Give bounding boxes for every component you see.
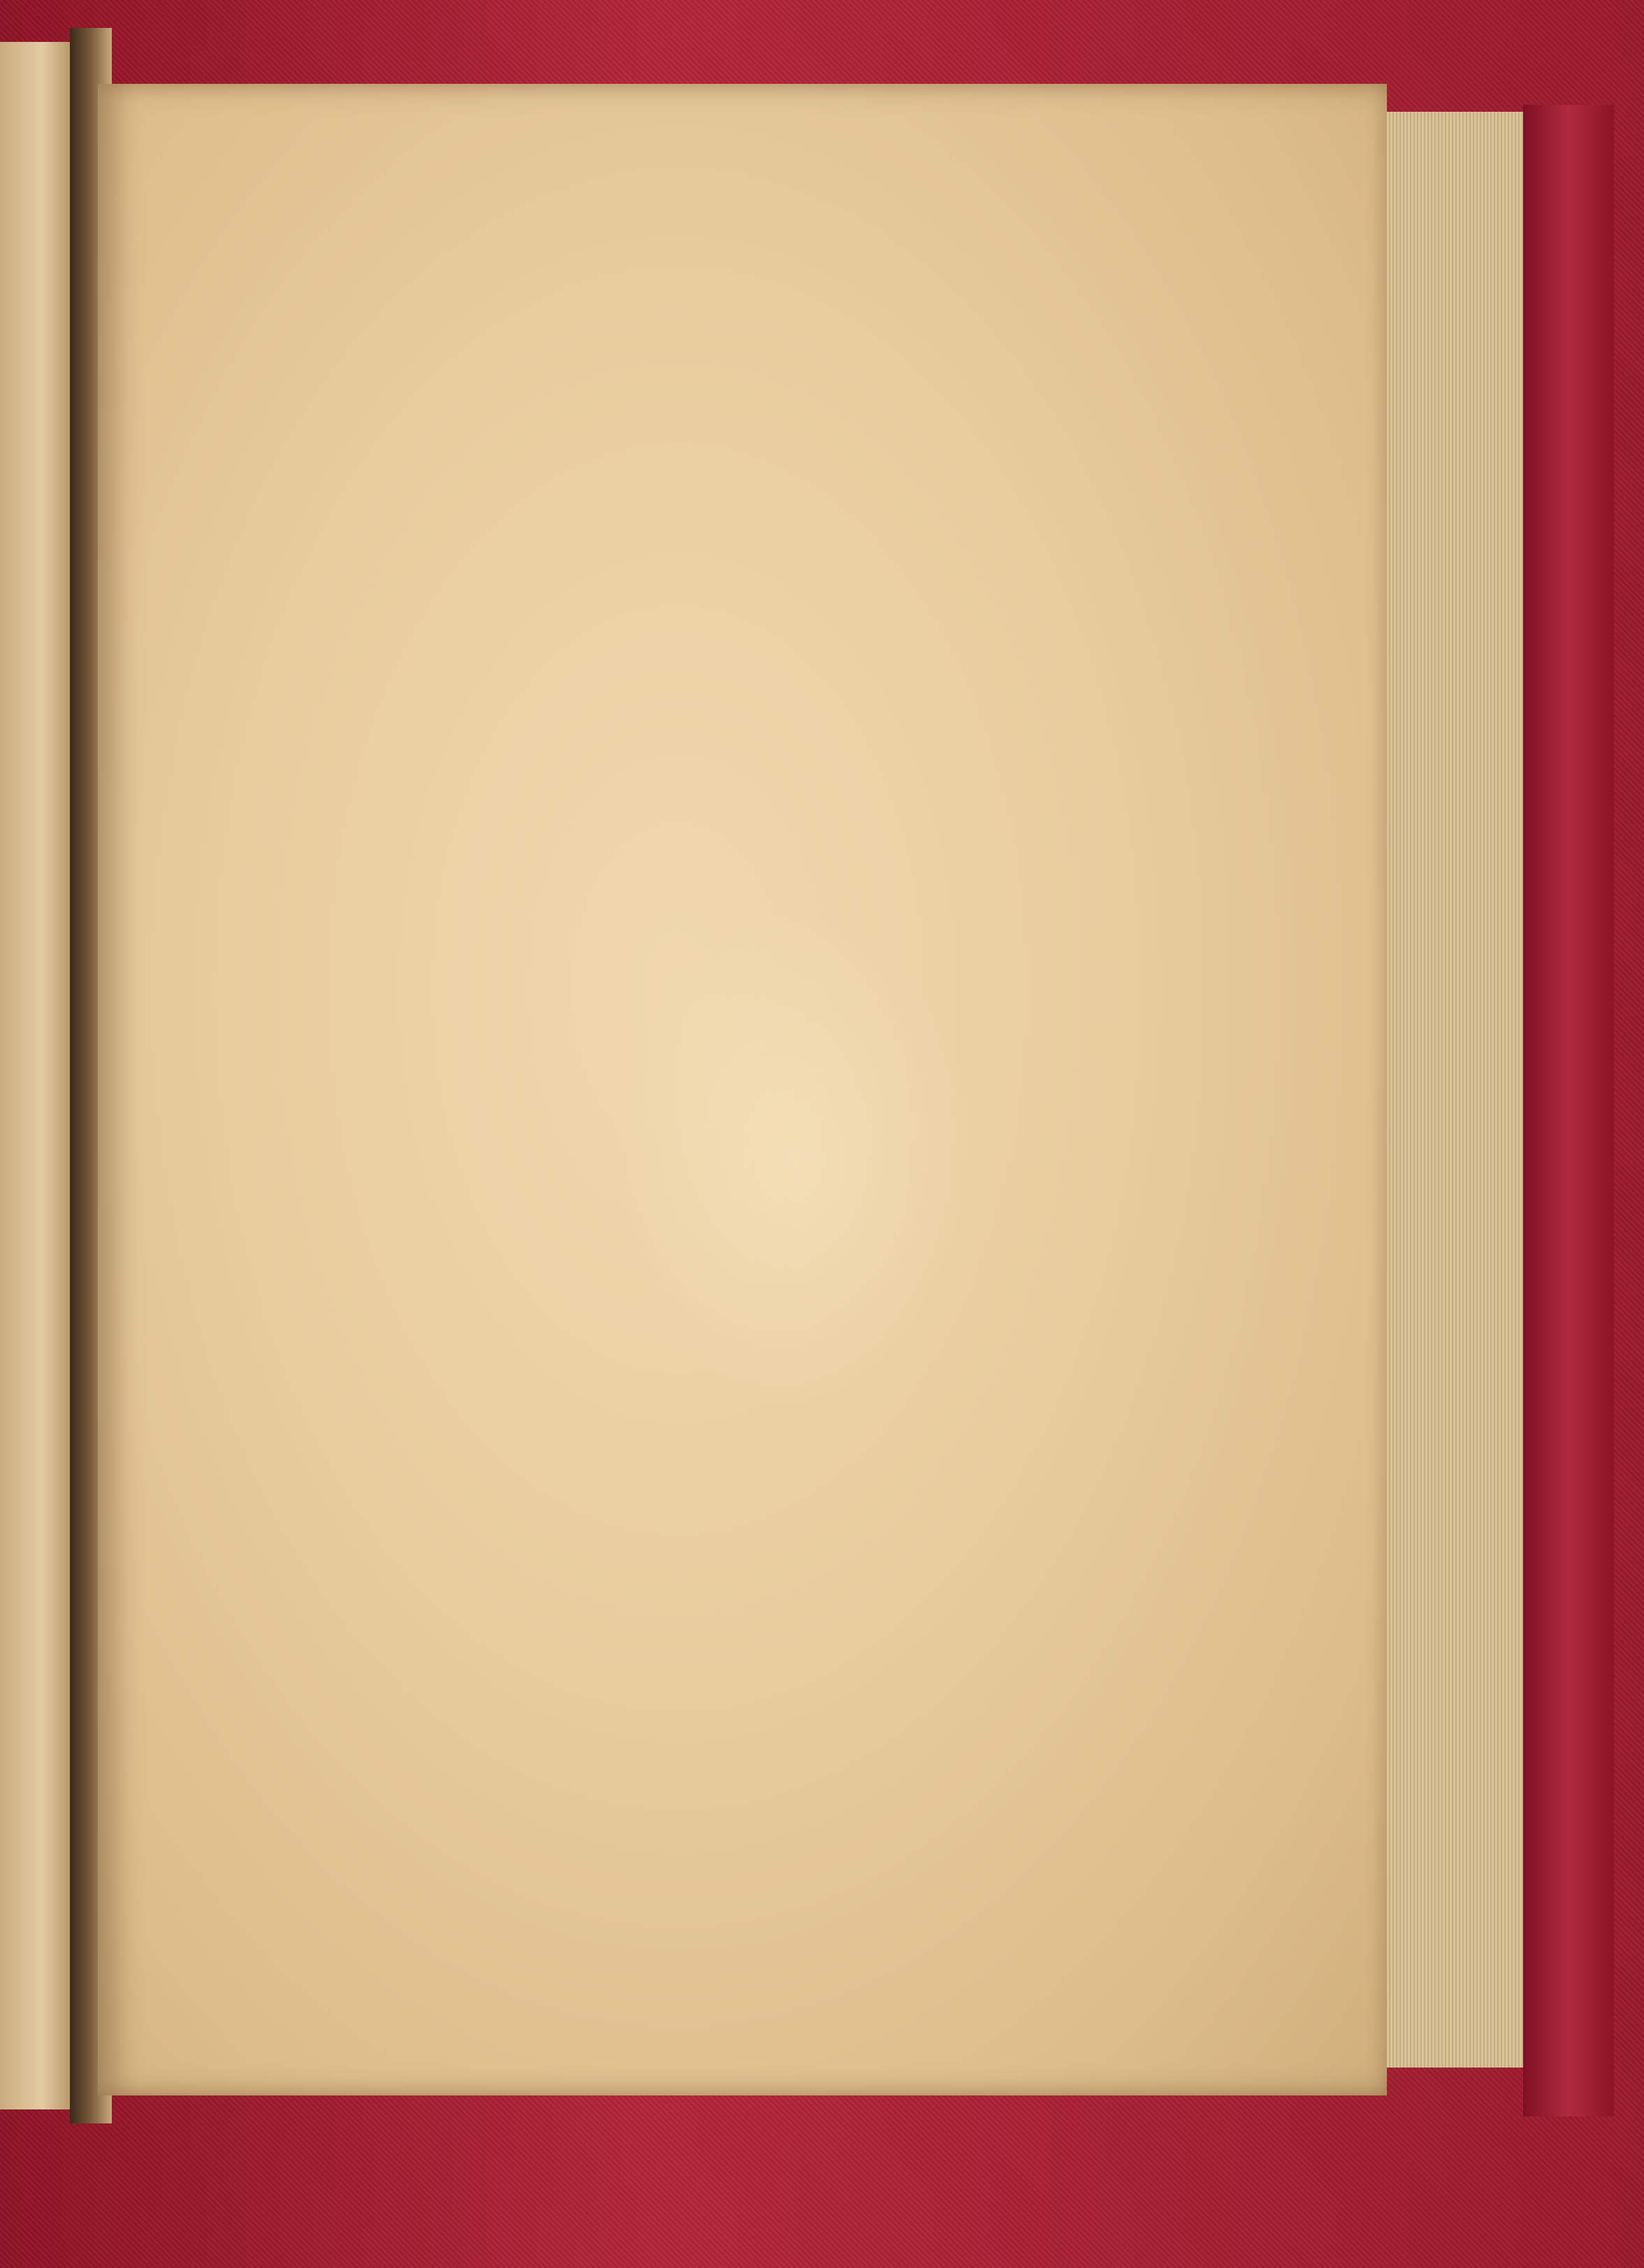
book-spine xyxy=(1523,105,1614,2116)
facing-page-edge xyxy=(0,42,72,2109)
page-stain xyxy=(615,908,978,1411)
book-page xyxy=(98,84,1387,2095)
page-edges xyxy=(1380,112,1526,2068)
